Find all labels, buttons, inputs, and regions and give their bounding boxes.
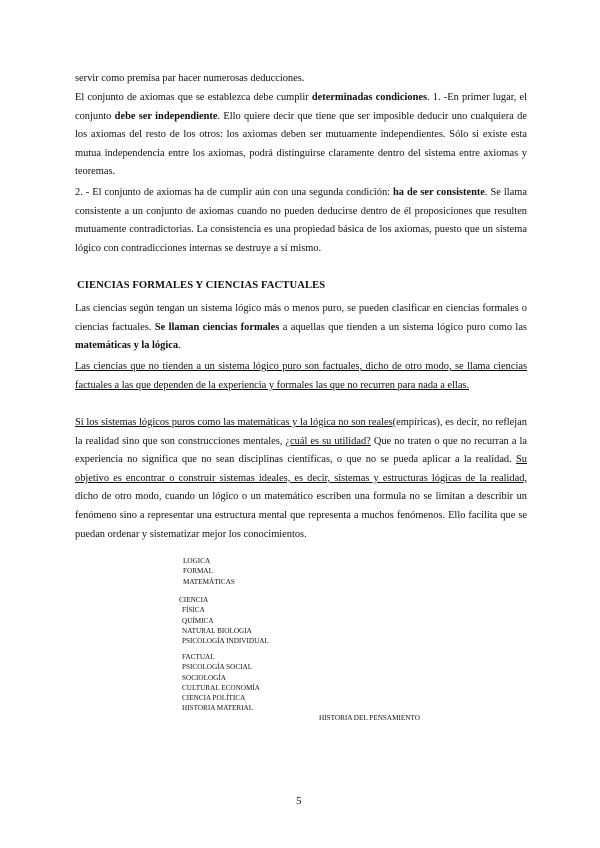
underlined-text: Su objetivo es encontrar o construir sistemas ideales, es decir, sistemas y estructuras lógicas de la realidad, [75, 454, 527, 484]
diagram-label: QUÍMICA [182, 616, 214, 625]
page-number: 5 [296, 795, 302, 807]
paragraph-ciencias [75, 300, 527, 356]
paragraph-condition-1 [75, 89, 527, 182]
diagram-label: FACTUAL [182, 653, 215, 661]
diagram-label: NATURAL BIOLOGIA [182, 626, 252, 635]
paragraph-sistemas [75, 414, 527, 544]
text: a aquellas que tienden a un sistema lógico puro como las [279, 321, 527, 333]
diagram-label: MATEMÁTICAS [183, 577, 235, 586]
diagram-label: HISTORIA MATERIAL [182, 704, 254, 713]
diagram-label: FÍSICA [182, 606, 205, 615]
text: El conjunto de axiomas que se establezca debe cumplir [75, 92, 312, 103]
bold-text: determinadas condiciones [311, 92, 428, 103]
text: dicho de otro modo, cuando un lógico o un matemático escriben una formula no se limitan a describir un fenómeno sino a representar una estructura mental que representa a muchos fenómenos. Ello facilita que se puedan ordenar y sistematizar mejor los conocimientos. [75, 491, 527, 540]
diagram-label: SOCIOLOGÍA [182, 673, 226, 682]
diagram-label: CIENCIA [179, 596, 209, 604]
diagram-group-natural [179, 595, 269, 646]
diagram-label: CULTURAL ECONOMÍA [182, 683, 260, 692]
underlined-text: Las ciencias que no tienden a un sistema lógico puro son factuales, dicho de otro modo, se llama ciencias factuales a las que dependen de la experiencia y formales las que no recurren para nada a ellas. [75, 361, 527, 391]
paragraph-factuales [75, 358, 527, 395]
diagram-group-factual [182, 652, 260, 714]
diagram-label: PSICOLOGÍA SOCIAL [182, 663, 253, 672]
text: 2. - El conjunto de axiomas ha de cumplir aún con una segunda condición: [75, 187, 394, 198]
underlined-text: Si los sistemas lógicos puros como las matemáticas y la lógica no son reales [75, 417, 393, 428]
underlined-text: ¿cuál es su utilidad? [285, 435, 371, 447]
bold-text: debe ser independiente [114, 110, 218, 122]
diagram-label-historia-pensamiento: HISTORIA DEL PENSAMIENTO [319, 714, 420, 722]
text: . [178, 340, 181, 352]
diagram-label: CIENCIA POLÍTICA [182, 694, 246, 703]
text: . Se llama consistente a un conjunto de axiomas cuando no pueden deducirse dentro de él proposiciones que resulten mutuamente contradictorias. La consistencia es una propiedad básica de los axiomas, puesto que un sistema lógico con contradicciones internas se destruye a sí mismo. [75, 187, 527, 254]
section-heading: CIENCIAS FORMALES Y CIENCIAS FACTUALES [77, 280, 326, 291]
text: servir como premisa par hacer numerosas deducciones. [75, 73, 305, 84]
text: . 1. -En primer lugar, el conjunto [75, 92, 528, 122]
bold-text: ha de ser consistente [393, 187, 485, 198]
paragraph-intro [75, 70, 527, 89]
text: . Ello quiere decir que tiene que ser imposible deducir uno cualquiera de los axiomas del resto de los otros: los axiomas deben ser mutuamente independientes. Sólo si existe esta mutua independencia entre los axiomas, podrá distinguirse claramente dentro del sistema entre axiomas y teoremas. [75, 110, 527, 178]
diagram-label: LOGICA [183, 557, 211, 565]
bold-text: matemáticas y la lógica [75, 340, 179, 352]
diagram-label: PSICOLOGÍA INDIVIDUAL [182, 637, 269, 646]
text: (empíricas), es decir, no reflejan la realidad sino que son construcciones mentales, [75, 417, 527, 447]
paragraph-condition-2 [75, 184, 527, 258]
text: Las ciencias según tengan un sistema lógico más o menos puro, se pueden clasificar en ciencias formales o ciencias factuales. [75, 303, 527, 333]
diagram-label: FORMAL [183, 567, 213, 576]
bold-text: Se llaman ciencias formales [154, 321, 280, 333]
text: Que no traten o que no recurran a la experiencia no significa que no sean disciplinas científicas, o que no se pueda aplicar a la realidad. [75, 435, 527, 466]
diagram-group-formal [183, 556, 235, 587]
